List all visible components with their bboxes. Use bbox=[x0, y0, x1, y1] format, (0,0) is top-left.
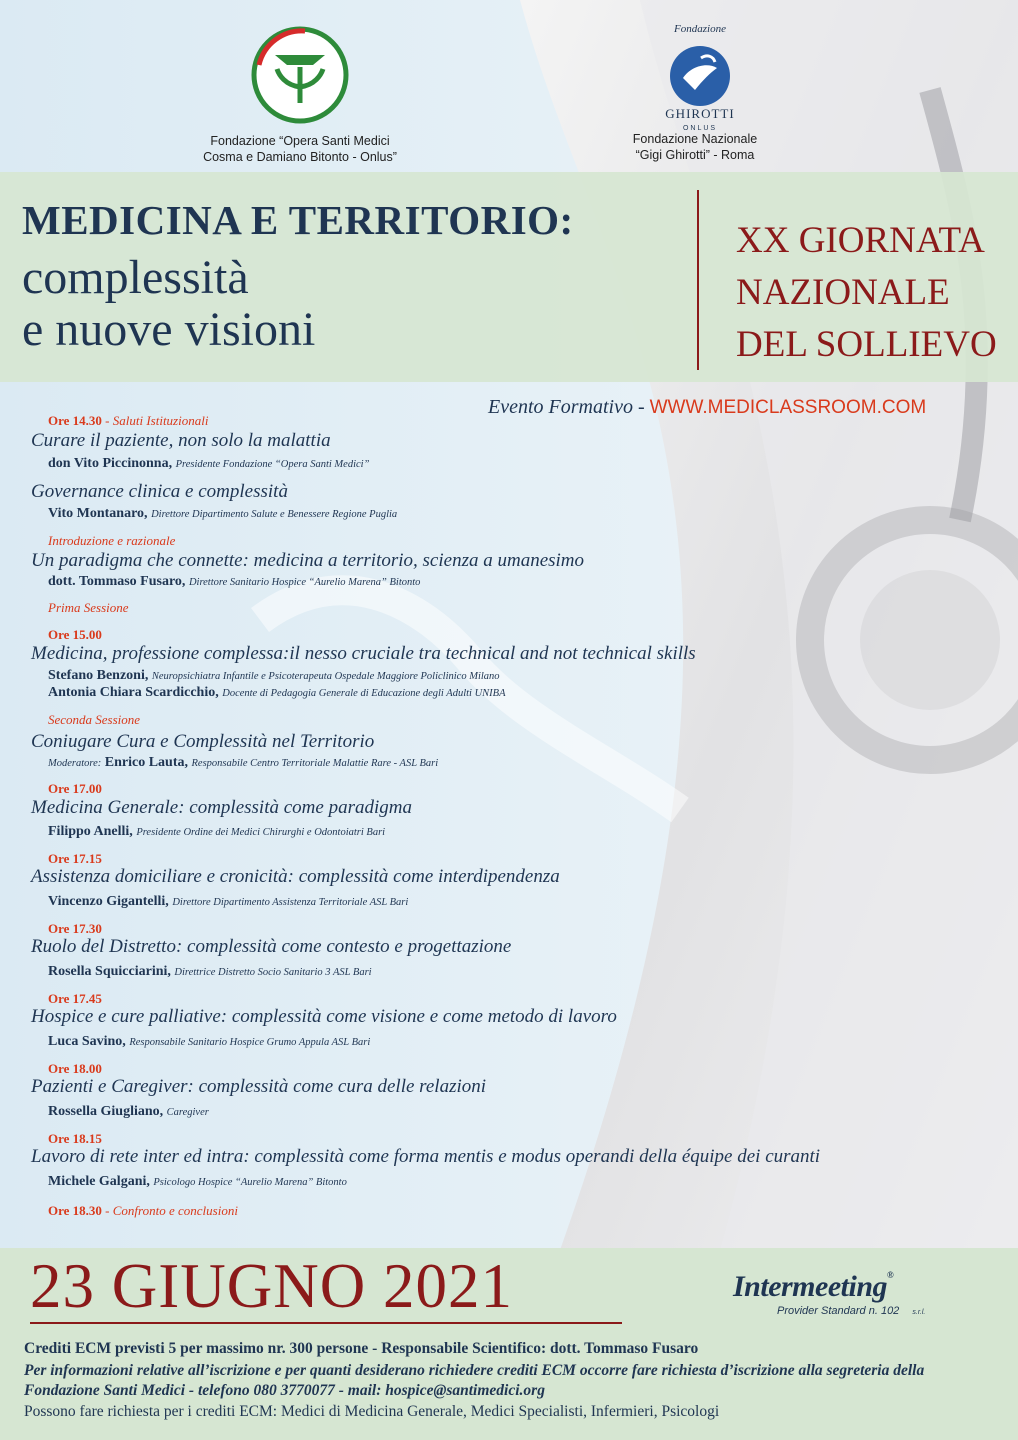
speaker-row bbox=[48, 755, 438, 771]
talk-title: Governance clinica e complessità bbox=[31, 481, 288, 502]
time-label: Ore 17.15 bbox=[48, 851, 102, 866]
speaker-name: don Vito Piccinonna, bbox=[48, 456, 173, 471]
program-time bbox=[48, 781, 102, 797]
org-left-line1: Fondazione “Opera Santi Medici bbox=[210, 134, 390, 148]
time-label: Ore 15.00 bbox=[48, 627, 102, 642]
speaker-name: Stefano Benzoni, bbox=[48, 668, 149, 683]
program-time bbox=[48, 1061, 102, 1077]
speaker-row bbox=[48, 824, 385, 840]
time-label: Ore 17.30 bbox=[48, 921, 102, 936]
speaker-name: Filippo Anelli, bbox=[48, 824, 133, 839]
talk-title: Un paradigma che connette: medicina a territorio, scienza a umanesimo bbox=[31, 550, 585, 571]
time-label: Ore 18.30 bbox=[48, 1203, 102, 1218]
speaker-name: Michele Galgani, bbox=[48, 1174, 150, 1189]
org-left-caption bbox=[180, 133, 420, 165]
org-right-caption bbox=[600, 131, 790, 163]
logo-right-top: Fondazione bbox=[674, 23, 726, 35]
speaker-role: Caregiver bbox=[166, 1107, 209, 1118]
time-description: - Saluti Istituzionali bbox=[105, 413, 209, 428]
program-section: Prima Sessione bbox=[48, 600, 129, 615]
opera-santi-medici-logo bbox=[245, 25, 355, 125]
talk-title: Medicina Generale: complessità come paradigma bbox=[31, 797, 412, 818]
speaker-row bbox=[48, 1174, 347, 1190]
speaker-role: Direttore Dipartimento Assistenza Territoriale ASL Bari bbox=[172, 897, 409, 908]
speaker-role: Presidente Ordine dei Medici Chirurghi e Odontoiatri Bari bbox=[136, 827, 386, 838]
talk-title: Assistenza domiciliare e cronicità: complessità come interdipendenza bbox=[31, 866, 560, 887]
event-date: 23 GIUGNO 2021 bbox=[30, 1251, 513, 1321]
speaker-row bbox=[48, 574, 420, 590]
talk-title: Medicina, professione complessa:il nesso cruciale tra technical and not technical skills bbox=[31, 643, 696, 664]
speaker-name: Antonia Chiara Scardicchio, bbox=[48, 685, 219, 700]
program-time bbox=[48, 627, 102, 643]
moderator-label: Moderatore: bbox=[48, 758, 102, 769]
time-label: Ore 17.00 bbox=[48, 781, 102, 796]
main-subtitle bbox=[22, 252, 315, 356]
speaker-name: Enrico Lauta, bbox=[104, 755, 188, 770]
talk-title: Coniugare Cura e Complessità nel Territorio bbox=[31, 731, 375, 752]
talk-title: Curare il paziente, non solo la malattia bbox=[31, 430, 331, 451]
speaker-role: Direttrice Distretto Socio Sanitario 3 ASL Bari bbox=[174, 967, 372, 978]
program-section: Introduzione e razionale bbox=[48, 533, 176, 548]
program-time bbox=[48, 851, 102, 867]
speaker-row bbox=[48, 894, 408, 910]
program-time bbox=[48, 413, 208, 429]
title-divider bbox=[697, 190, 699, 370]
org-right-line2: “Gigi Ghirotti” - Roma bbox=[635, 148, 755, 162]
footer-ecm-credits: Crediti ECM previsti 5 per massimo nr. 300 persone - Responsabile Scientifico: dott. Tommaso Fusaro bbox=[24, 1340, 699, 1357]
event-url[interactable]: WWW.MEDICLASSROOM.COM bbox=[649, 397, 927, 418]
speaker-role: Presidente Fondazione “Opera Santi Medici” bbox=[175, 459, 370, 470]
speaker-role: Responsabile Sanitario Hospice Grumo Appula ASL Bari bbox=[129, 1037, 371, 1048]
subtitle-line2: e nuove visioni bbox=[22, 303, 316, 356]
speaker-name: Vincenzo Gigantelli, bbox=[48, 894, 169, 909]
speaker-name: dott. Tommaso Fusaro, bbox=[48, 574, 186, 589]
program-section: Seconda Sessione bbox=[48, 712, 141, 727]
talk-title: Hospice e cure palliative: complessità come visione e come metodo di lavoro bbox=[31, 1006, 617, 1027]
time-description: - Confronto e conclusioni bbox=[105, 1203, 238, 1218]
talk-title: Lavoro di rete inter ed intra: complessità come forma mentis e modus operandi della équipe dei curanti bbox=[31, 1146, 821, 1167]
speaker-row bbox=[48, 506, 397, 522]
logo-right-name: GHIROTTI bbox=[665, 106, 735, 121]
speaker-name: Rosella Squicciarini, bbox=[48, 964, 171, 979]
provider-sub-text: Provider Standard n. 102 bbox=[777, 1305, 900, 1317]
event-name bbox=[736, 215, 997, 371]
time-label: Ore 14.30 bbox=[48, 413, 102, 428]
speaker-role: Direttore Sanitario Hospice “Aurelio Marena” Bitonto bbox=[188, 577, 421, 588]
event-name-line2: NAZIONALE bbox=[736, 272, 950, 313]
logo-right-sub: ONLUS bbox=[682, 125, 718, 132]
speaker-name: Vito Montanaro, bbox=[48, 506, 148, 521]
speaker-role: Psicologo Hospice “Aurelio Marena” Bitonto bbox=[153, 1177, 347, 1188]
speaker-name: Luca Savino, bbox=[48, 1034, 126, 1049]
event-formativo bbox=[488, 396, 926, 419]
intermeeting-logo-text: Intermeeting bbox=[733, 1270, 888, 1303]
ghirotti-logo bbox=[655, 18, 745, 133]
program-time bbox=[48, 991, 102, 1007]
provider-standard bbox=[777, 1305, 925, 1317]
talk-title: Ruolo del Distretto: complessità come contesto e progettazione bbox=[31, 936, 512, 957]
date-underline bbox=[30, 1322, 622, 1324]
time-label: Ore 18.15 bbox=[48, 1131, 102, 1146]
speaker-role: Docente di Pedagogia Generale di Educazione degli Adulti UNIBA bbox=[222, 688, 506, 699]
org-right-line1: Fondazione Nazionale bbox=[632, 132, 758, 146]
speaker-role: Direttore Dipartimento Salute e Benessere Regione Puglia bbox=[151, 509, 398, 520]
speaker-row bbox=[48, 685, 505, 701]
time-label: Ore 17.45 bbox=[48, 991, 102, 1006]
footer-info: Per informazioni relative all’iscrizione e per quanti desiderano richiedere crediti ECM occorre fare richiesta d’iscrizione alla segreteria della Fondazione Santi Medici - telefono 080 3770077 - mail: hospice@santimedici.org bbox=[24, 1362, 925, 1399]
event-label: Evento Formativo - bbox=[488, 396, 645, 418]
main-title: MEDICINA E TERRITORIO: bbox=[22, 197, 574, 243]
program-time bbox=[48, 1131, 102, 1147]
event-name-line1: XX GIORNATA bbox=[736, 220, 985, 261]
speaker-role: Responsabile Centro Territoriale Malattie Rare - ASL Bari bbox=[191, 758, 439, 769]
speaker-role: Neuropsichiatra Infantile e Psicoterapeuta Ospedale Maggiore Policlinico Milano bbox=[151, 671, 500, 682]
speaker-row bbox=[48, 456, 369, 472]
org-left-line2: Cosma e Damiano Bitonto - Onlus” bbox=[203, 150, 397, 164]
event-name-line3: DEL SOLLIEVO bbox=[736, 324, 997, 365]
speaker-row bbox=[48, 964, 372, 980]
speaker-row bbox=[48, 1034, 370, 1050]
program-time bbox=[48, 921, 102, 937]
provider-srl: s.r.l. bbox=[912, 1309, 926, 1316]
subtitle-line1: complessità bbox=[22, 251, 249, 304]
talk-title: Pazienti e Caregiver: complessità come cura delle relazioni bbox=[31, 1076, 487, 1097]
time-label: Ore 18.00 bbox=[48, 1061, 102, 1076]
footer-eligibility: Possono fare richiesta per i crediti ECM: Medici di Medicina Generale, Medici Specialisti, Infermieri, Psicologi bbox=[24, 1403, 720, 1420]
program-time bbox=[48, 1203, 238, 1219]
speaker-name: Rossella Giugliano, bbox=[48, 1104, 164, 1119]
speaker-row bbox=[48, 1104, 209, 1120]
speaker-row bbox=[48, 668, 500, 684]
intermeeting-logo: Intermeeting® bbox=[733, 1270, 894, 1303]
